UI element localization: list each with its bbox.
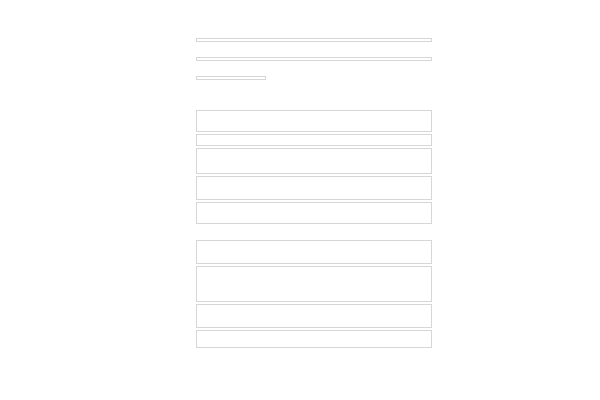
teacher-signature bbox=[196, 76, 266, 80]
paragraph bbox=[196, 226, 432, 238]
paragraph bbox=[196, 176, 432, 200]
paragraph bbox=[196, 240, 432, 264]
paragraph bbox=[196, 38, 432, 42]
paragraph bbox=[196, 330, 432, 348]
paragraph bbox=[196, 110, 432, 132]
paragraph bbox=[196, 148, 432, 174]
paragraph bbox=[196, 202, 432, 224]
paragraph bbox=[196, 304, 432, 328]
paragraph bbox=[196, 350, 432, 376]
paragraph bbox=[196, 266, 432, 302]
paragraph bbox=[196, 57, 432, 61]
paragraph bbox=[196, 134, 432, 146]
